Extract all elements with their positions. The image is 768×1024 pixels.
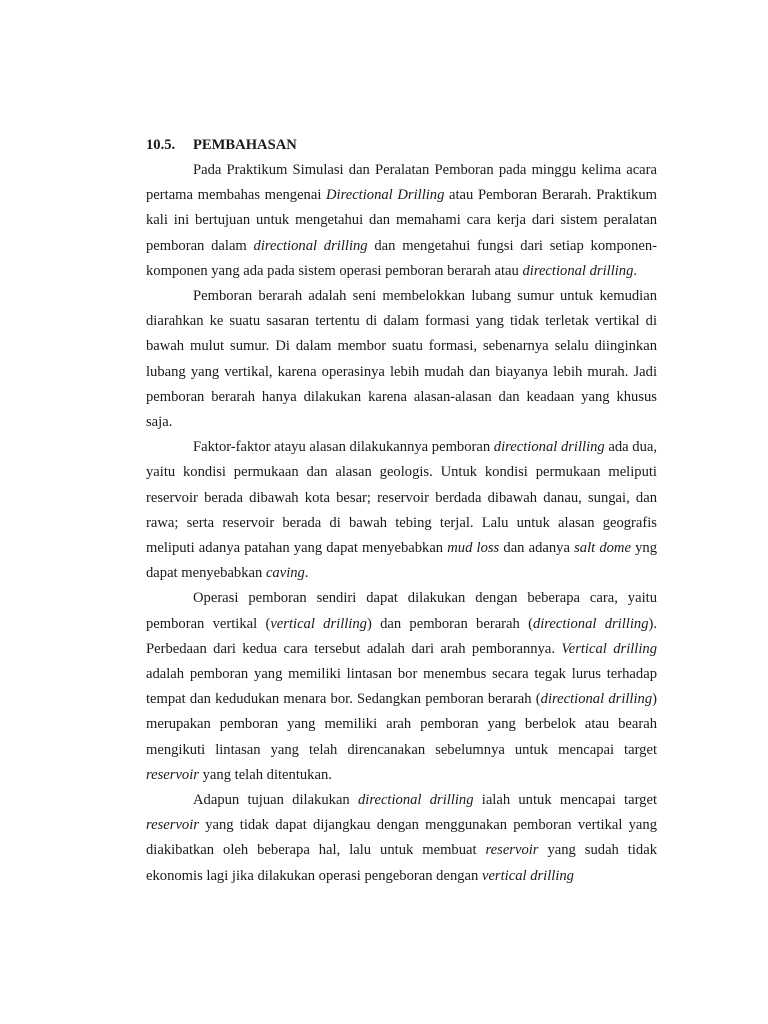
text-segment: ada dua, yaitu kondisi permukaan dan alasan geologis. Untuk kondisi permukaan meliputi reservoir berada dibawah kota besar; reservoir berdada dibawah danau, sungai, dan rawa; serta reservoir berada di bawah tebing terjal. Lalu untuk alasan geografis meliputi adanya patahan yang dapat menyebabkan: [146, 439, 658, 557]
italic-term: reservoir: [485, 842, 539, 859]
italic-term: vertical drilling: [481, 867, 574, 884]
italic-term: directional drilling: [253, 237, 368, 254]
paragraph: [146, 158, 657, 284]
italic-term: reservoir: [146, 766, 199, 783]
section-number: 10.5.: [146, 137, 176, 153]
text-segment: ). Perbedaan dari kedua cara tersebut adalah dari arah pemborannya.: [146, 615, 658, 657]
paragraph: [146, 586, 657, 788]
text-segment: adalah pemboran yang memiliki lintasan bor menembus secara tegak lurus terhadap tempat dan kedudukan menara bor. Sedangkan pemboran berarah (: [146, 666, 657, 708]
text-segment: yang tidak dapat dijangkau dengan menggunakan pemboran vertikal yang diakibatkan oleh beberapa hal, lalu untuk membuat: [146, 817, 657, 859]
text-segment: dan mengetahui fungsi dari setiap komponen-komponen yang ada pada sistem operasi pemboran berarah atau: [146, 237, 658, 279]
paragraph-list: [146, 158, 657, 889]
italic-term: salt dome: [574, 540, 631, 557]
text-segment: atau Pemboran Berarah. Praktikum kali ini bertujuan untuk mengetahui dan memahami cara kerja dari sistem peralatan pemboran dalam: [146, 187, 658, 254]
text-segment: .: [304, 565, 309, 582]
text-segment: Faktor-faktor atayu alasan dilakukannya pemboran: [193, 439, 494, 456]
text-segment: Operasi pemboran sendiri dapat dilakukan dengan beberapa cara, yaitu pemboran vertikal (: [146, 590, 657, 632]
text-segment: Adapun tujuan dilakukan: [193, 792, 358, 809]
italic-term: vertical drilling: [270, 615, 367, 632]
text-segment: yng dapat menyebabkan: [146, 540, 657, 582]
italic-term: directional drilling: [493, 439, 605, 456]
text-segment: yang telah ditentukan.: [198, 766, 332, 783]
paragraph: [146, 284, 657, 435]
text-segment: Pada Praktikum Simulasi dan Peralatan Pemboran pada minggu kelima acara pertama membahas mengenai: [146, 162, 657, 204]
paragraph: [146, 788, 657, 889]
text-segment: .: [633, 262, 638, 279]
text-segment: ) merupakan pemboran yang memiliki arah pemboran yang berbelok atau bearah mengikuti lintasan yang telah direncanakan sebelumnya untuk mencapai target: [146, 691, 658, 758]
italic-term: Vertical drilling: [561, 640, 658, 657]
section-heading: [146, 133, 657, 158]
text-segment: dan adanya: [499, 540, 575, 557]
italic-term: caving: [265, 565, 305, 582]
paragraph: [146, 435, 657, 586]
italic-term: directional drilling: [357, 792, 474, 809]
text-segment: yang sudah tidak ekonomis lagi jika dilakukan operasi pengeboran dengan: [146, 842, 657, 884]
document-body: [146, 133, 657, 889]
italic-term: mud loss: [447, 540, 500, 557]
italic-term: reservoir: [146, 817, 199, 834]
text-segment: ialah untuk mencapai target: [473, 792, 657, 809]
text-segment: ) dan pemboran berarah (: [366, 615, 533, 632]
italic-term: directional drilling: [522, 262, 634, 279]
italic-term: directional drilling: [532, 615, 649, 632]
text-segment: Pemboran berarah adalah seni membelokkan lubang sumur untuk kemudian diarahkan ke suatu sasaran tertentu di dalam formasi yang tidak terletak vertikal di bawah mulut sumur. Di dalam membor suatu formasi, sebenarnya selalu diinginkan lubang yang vertikal, karena operasinya lebih mudah dan biayanya lebih murah. Jadi pemboran berarah hanya dilakukan karena alasan-alasan dan keadaan yang khusus saja.: [146, 288, 657, 431]
section-title: PEMBAHASAN: [193, 137, 297, 153]
italic-term: Directional Drilling: [326, 187, 445, 204]
italic-term: directional drilling: [540, 691, 653, 708]
